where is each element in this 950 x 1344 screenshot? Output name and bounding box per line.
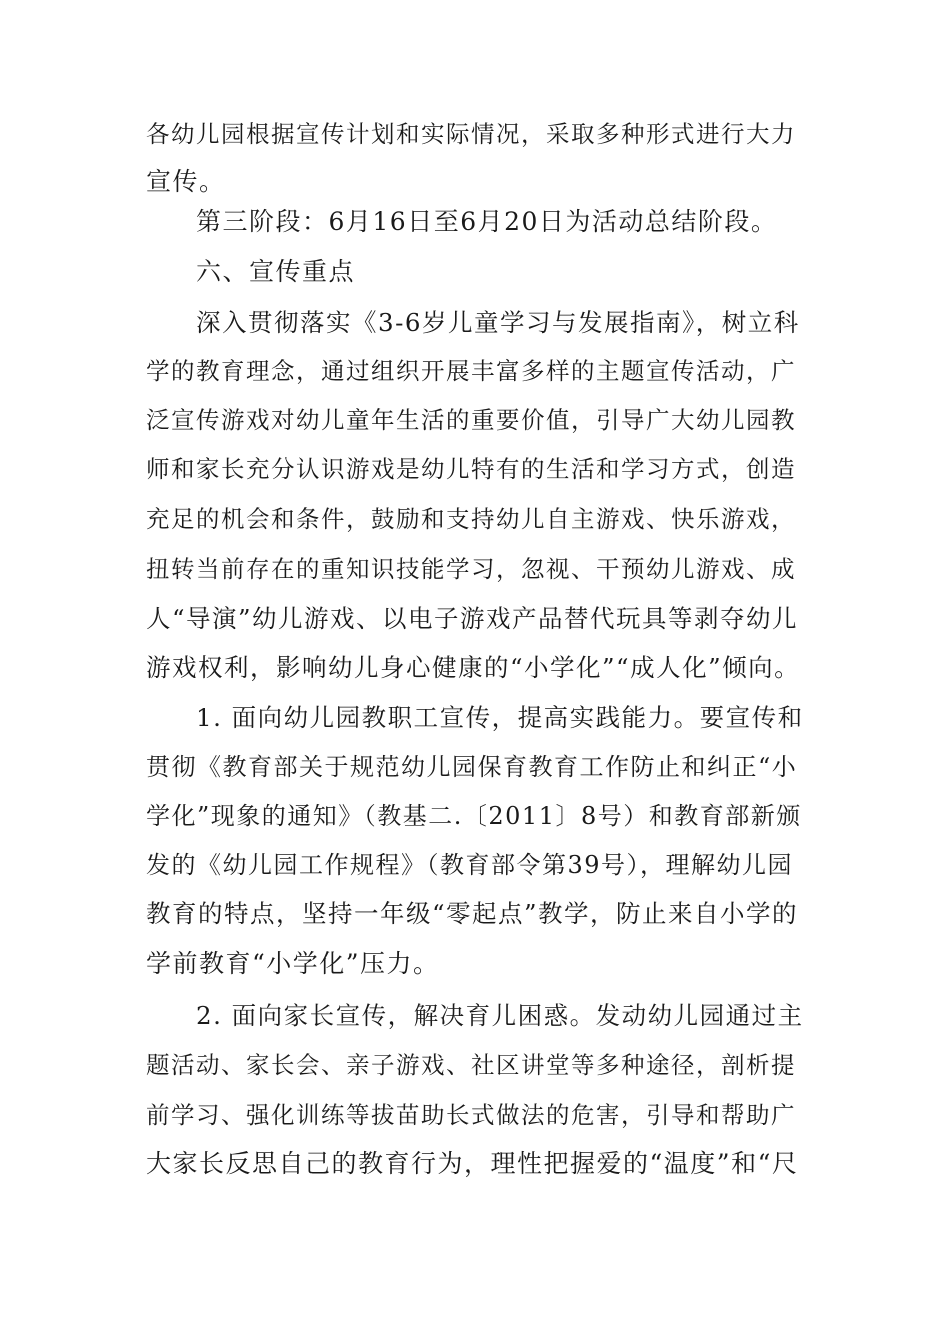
text-line: 教育的特点，坚持一年级“零起点”教学，防止来自小学的 [146,899,799,928]
text-line: 前学习、强化训练等拔苗助长式做法的危害，引导和帮助广 [146,1101,796,1129]
text-line: 贯彻《教育部关于规范幼儿园保育教育工作防止和纠正“小 [146,753,798,781]
text-line: 扭转当前存在的重知识技能学习，忽视、干预幼儿游戏、成 [146,555,796,583]
text-line: 第三阶段：6月16日至6月20日为活动总结阶段。 [196,207,778,236]
text-line: 学前教育“小学化”压力。 [146,949,440,978]
numbered-item: 2. 面向家长宣传，解决育儿困惑。发动幼儿园通过主 [196,1001,804,1030]
text-line: 发的《幼儿园工作规程》（教育部令第39号），理解幼儿园 [146,851,794,879]
text-line: 宣传。 [146,167,226,196]
text-line: 游戏权利，影响幼儿身心健康的“小学化”“成人化”倾向。 [146,653,801,682]
text-line: 学化”现象的通知》（教基二.〔2011〕8号）和教育部新颁 [146,802,802,830]
numbered-item: 1. 面向幼儿园教职工宣传，提高实践能力。要宣传和 [196,703,804,732]
text-line: 学的教育理念，通过组织开展丰富多样的主题宣传活动，广 [146,357,796,385]
text-line: 题活动、家长会、亲子游戏、社区讲堂等多种途径，剖析提 [146,1051,796,1079]
section-heading: 六、宣传重点 [196,257,356,286]
text-line: 人“导演”幼儿游戏、以电子游戏产品替代玩具等剥夺幼儿 [146,604,799,633]
text-line: 泛宣传游戏对幼儿童年生活的重要价值，引导广大幼儿园教 [146,406,796,434]
text-line: 充足的机会和条件，鼓励和支持幼儿自主游戏、快乐游戏， [146,505,796,533]
text-line: 大家长反思自己的教育行为，理性把握爱的“温度”和“尺 [146,1149,799,1178]
text-line: 各幼儿园根据宣传计划和实际情况，采取多种形式进行大力 [146,120,796,148]
text-line: 深入贯彻落实《3-6岁儿童学习与发展指南》，树立科 [196,308,800,337]
text-line: 师和家长充分认识游戏是幼儿特有的生活和学习方式，创造 [146,455,796,483]
